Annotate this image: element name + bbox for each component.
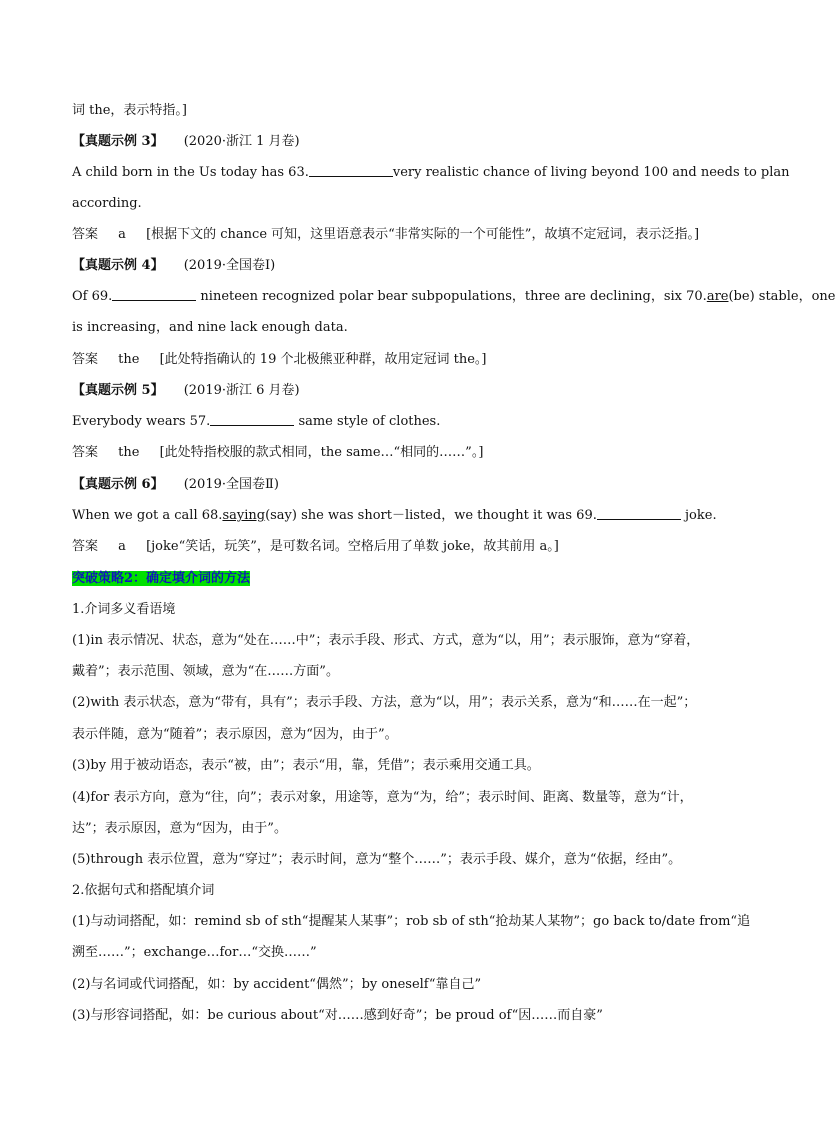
question-text: Of 69. (72, 289, 113, 304)
answer-blank (210, 413, 294, 426)
strategy-title: 2：确定填介词的方法 (124, 571, 251, 586)
example-3-question (72, 163, 790, 183)
example-title: 【真题示例 3】 (72, 134, 164, 149)
example-5-heading (72, 381, 724, 401)
paragraph-line: 戴着”；表示范围、领域，意为“在……方面”。 (72, 664, 339, 679)
example-3-answer (72, 225, 724, 245)
paragraph-line: (1)in 表示情况、状态，意为“处在……中”；表示手段、形式、方式，意为“以，用”；表示服饰，意为“穿着， (72, 633, 700, 648)
paragraph-line: (2)与名词或代词搭配，如：by accident“偶然”；by oneself“靠自己” (72, 977, 482, 992)
paragraph-line: (1)与动词搭配，如：remind sb of sth“提醒某人某事”；rob sb of sth“抢劫某人某物”；go back to/date from“追 (72, 914, 751, 929)
answer-explanation: [此处特指校服的款式相同，the same…“相同的……”。] (159, 445, 484, 460)
question-text: joke. (685, 508, 717, 523)
paragraph-line: (3)与形容词搭配，如：be curious about“对……感到好奇”；be proud of“因……而自豪” (72, 1008, 603, 1023)
paragraph-line: (5)through 表示位置，意为“穿过”；表示时间，意为“整个……”；表示手段、媒介，意为“依据，经由”。 (72, 852, 682, 867)
question-text: nineteen recognized polar bear subpopulations，three are declining，six 70. (200, 289, 707, 304)
section-heading: 1.介词多义看语境 (72, 602, 176, 617)
question-text: (say) she was short－listed，we thought it was 69. (265, 508, 597, 523)
question-text: (be) stable，one (728, 289, 836, 304)
example-source: (2020·浙江 1 月卷) (183, 134, 300, 149)
answer-value: the (118, 445, 140, 460)
example-6-answer (72, 537, 724, 557)
strategy-heading (72, 569, 724, 589)
example-4-answer (72, 350, 724, 370)
answer-blank (597, 507, 681, 520)
example-6-question (72, 506, 724, 526)
example-title: 【真题示例 6】 (72, 477, 164, 492)
answer-value: the (118, 352, 140, 367)
question-text: is increasing，and nine lack enough data. (72, 320, 348, 335)
filled-answer: saying (222, 508, 266, 523)
example-source: (2019·全国卷Ⅰ) (183, 258, 276, 273)
answer-label: 答案 (72, 539, 99, 554)
paragraph-line: 达”；表示原因，意为“因为，由于”。 (72, 821, 287, 836)
answer-value: a (118, 539, 126, 554)
strategy-label: 突破策略 (72, 571, 125, 586)
question-text: Everybody wears 57. (72, 414, 211, 429)
example-source: (2019·全国卷Ⅱ) (183, 477, 279, 492)
paragraph-line: 溯至……”；exchange…for…“交换……” (72, 945, 317, 960)
answer-blank (112, 288, 196, 301)
example-6-heading (72, 475, 724, 495)
example-5-question (72, 412, 724, 432)
example-5-answer (72, 443, 724, 463)
question-text: according. (72, 196, 142, 211)
text-line: 词 the，表示特指。] (72, 103, 187, 118)
example-4-heading (72, 256, 724, 276)
paragraph-line: (3)by 用于被动语态，表示“被，由”；表示“用，靠，凭借”；表示乘用交通工具。 (72, 758, 540, 773)
question-text: A child born in the Us today has 63. (72, 165, 309, 180)
example-4-question (72, 287, 836, 307)
paragraph-line: 表示伴随，意为“随着”；表示原因，意为“因为，由于”。 (72, 727, 398, 742)
question-text: very realistic chance of living beyond 100 and needs to plan (392, 165, 790, 180)
example-source: (2019·浙江 6 月卷) (183, 383, 300, 398)
example-title: 【真题示例 4】 (72, 258, 164, 273)
answer-explanation: [此处特指确认的 19 个北极熊亚种群，故用定冠词 the。] (159, 352, 487, 367)
answer-explanation: [根据下文的 chance 可知，这里语意表示“非常实际的一个可能性”，故填不定冠词，表示泛指。] (146, 227, 700, 242)
answer-label: 答案 (72, 352, 99, 367)
example-title: 【真题示例 5】 (72, 383, 164, 398)
example-3-heading (72, 132, 724, 152)
filled-answer: are (706, 289, 729, 304)
section-heading: 2.依据句式和搭配填介词 (72, 883, 215, 898)
answer-explanation: [joke“笑话，玩笑”，是可数名词。空格后用了单数 joke，故其前用 a。] (146, 539, 559, 554)
answer-blank (309, 164, 393, 177)
answer-value: a (118, 227, 126, 242)
answer-label: 答案 (72, 227, 99, 242)
question-text: When we got a call 68. (72, 508, 223, 523)
question-text: same style of clothes. (298, 414, 441, 429)
paragraph-line: (2)with 表示状态，意为“带有，具有”；表示手段、方法，意为“以，用”；表示关系，意为“和……在一起”； (72, 695, 697, 710)
paragraph-line: (4)for 表示方向，意为“往，向”；表示对象，用途等，意为“为，给”；表示时间、距离、数量等，意为“计， (72, 790, 693, 805)
answer-label: 答案 (72, 445, 99, 460)
